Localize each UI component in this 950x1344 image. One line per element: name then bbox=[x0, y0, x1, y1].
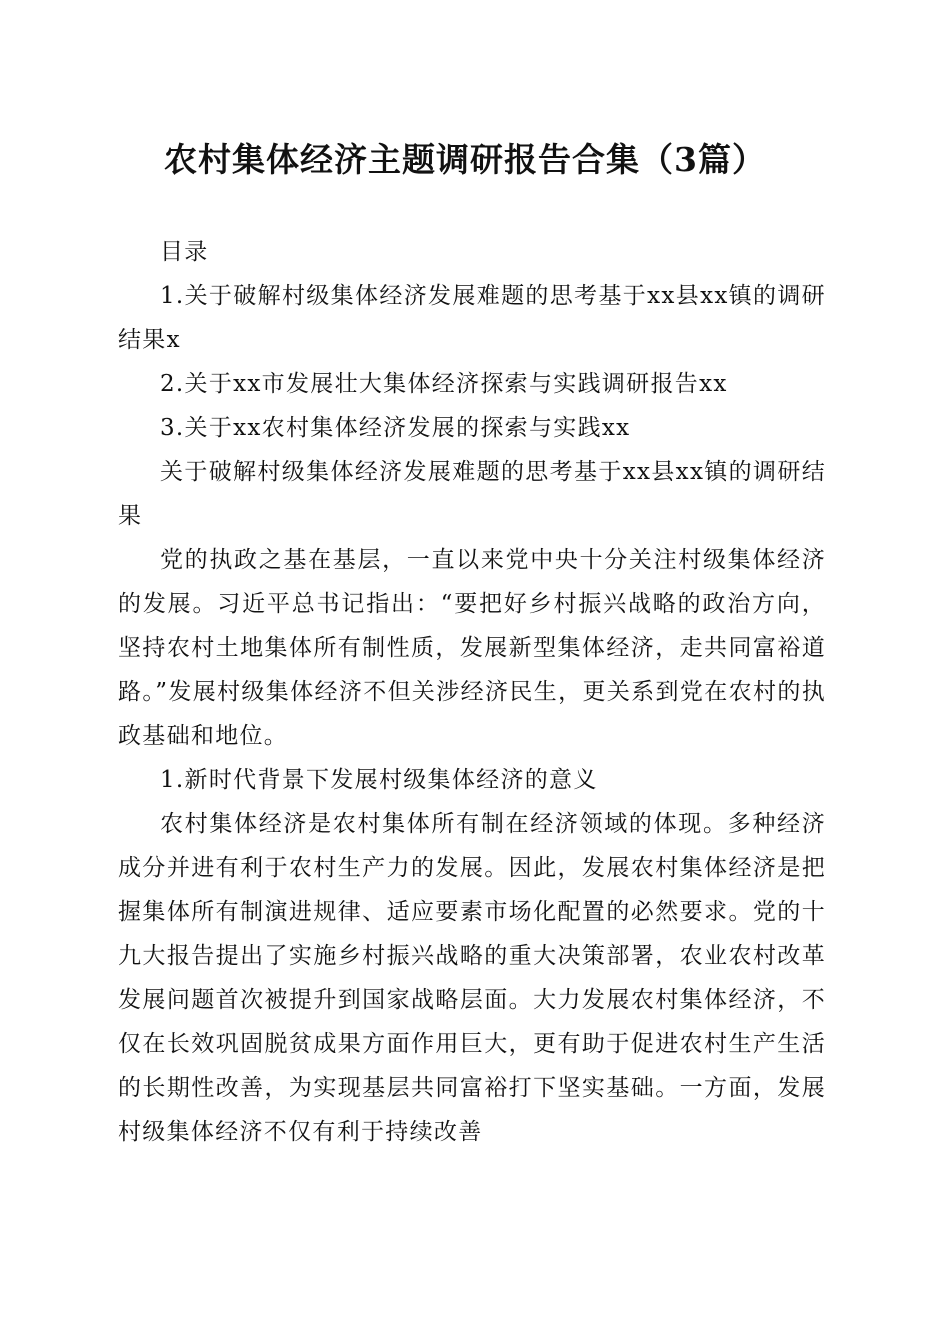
body-paragraph-1: 党的执政之基在基层，一直以来党中央十分关注村级集体经济的发展。习近平总书记指出：“要把好乡村振兴战略的政治方向，坚持农村土地集体所有制性质，发展新型集体经济，走共同富裕道路。”发展村级集体经济不但关涉经济民生，更关系到党在农村的执政基础和地位。 bbox=[118, 547, 826, 749]
document-title: 农村集体经济主题调研报告合集（3篇） bbox=[164, 140, 766, 179]
article-title: 关于破解村级集体经济发展难题的思考基于xx县xx镇的调研结果 bbox=[118, 459, 826, 529]
section-heading-1: 1.新时代背景下发展村级集体经济的意义 bbox=[160, 767, 598, 793]
document-body bbox=[118, 230, 826, 1154]
body-paragraph-2: 农村集体经济是农村集体所有制在经济领域的体现。多种经济成分并进有利于农村生产力的发展。因此，发展农村集体经济是把握集体所有制演进规律、适应要素市场化配置的必然要求。党的十九大报告提出了实施乡村振兴战略的重大决策部署，农业农村改革发展问题首次被提升到国家战略层面。大力发展农村集体经济，不仅在长效巩固脱贫成果方面作用巨大，更有助于促进农村生产生活的长期性改善，为实现基层共同富裕打下坚实基础。一方面，发展村级集体经济不仅有利于持续改善 bbox=[118, 811, 826, 1145]
toc-item-3: 3.关于xx农村集体经济发展的探索与实践xx bbox=[160, 415, 631, 441]
toc-heading: 目录 bbox=[160, 239, 209, 265]
toc-item-1: 1.关于破解村级集体经济发展难题的思考基于xx县xx镇的调研结果x bbox=[118, 283, 826, 353]
toc-item-2: 2.关于xx市发展壮大集体经济探索与实践调研报告xx bbox=[160, 371, 728, 397]
